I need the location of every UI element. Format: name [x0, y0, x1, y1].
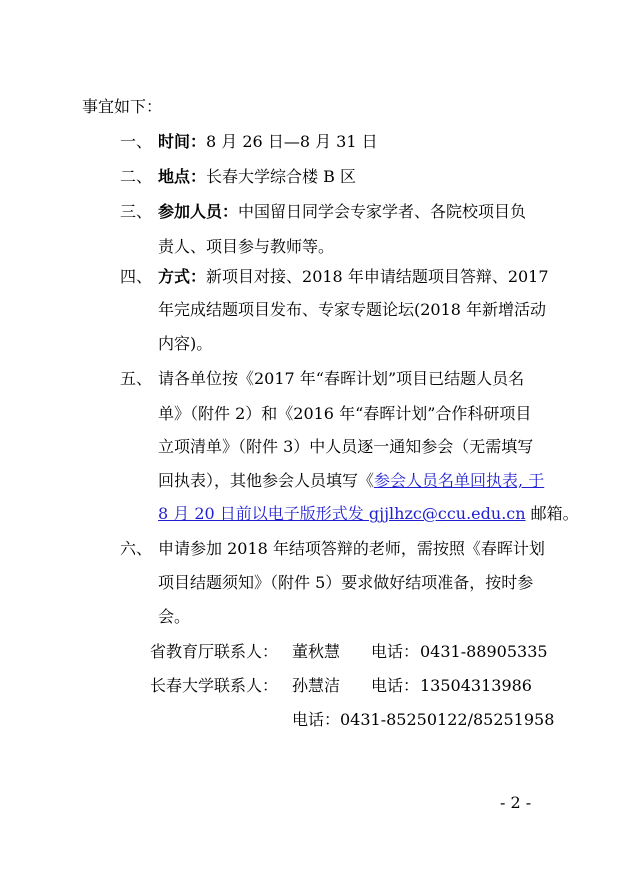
- extra-phone: 电话：0431-85250122/85251958: [292, 710, 555, 729]
- item-text: 回执表），其他参会人员填写《: [158, 471, 375, 490]
- item-text: 中国留日同学会专家学者、各院校项目负: [238, 202, 527, 221]
- item-text-continued: [158, 470, 544, 492]
- item-text-continued: 年完成结题项目发布、专家专题论坛(2018 年新增活动: [158, 300, 547, 319]
- item-number: 一、: [120, 132, 153, 151]
- item-text-continued: 单》（附件 2）和《2016 年“春晖计划”合作科研项目: [158, 404, 532, 423]
- intro-text: 事宜如下：: [82, 97, 163, 116]
- receipt-form-link[interactable]: 参会人员名单回执表, 于: [374, 471, 545, 490]
- contact-org: 省教育厅联系人：: [150, 642, 279, 661]
- email-link[interactable]: 8 月 20 日前以电子版形式发 gjjlhzc@ccu.edu.cn: [158, 504, 526, 523]
- contact-name: 孙慧洁: [292, 676, 341, 695]
- contact-phone-label: 电话：: [371, 642, 420, 661]
- item-text-continued: 项目结题须知》（附件 5）要求做好结项准备，按时参: [158, 573, 534, 592]
- item-text-continued: 会。: [158, 607, 191, 626]
- item-label: 参加人员：: [158, 202, 239, 221]
- item-text-continued: 责人、项目参与教师等。: [158, 237, 335, 256]
- item-number: 三、: [120, 202, 153, 221]
- item-label: 方式：: [158, 267, 207, 286]
- item-number: 五、: [120, 369, 153, 388]
- item-number: 四、: [120, 267, 153, 286]
- item-label: 地点：: [158, 167, 207, 186]
- item-text: 8 月 26 日—8 月 31 日: [206, 132, 378, 151]
- contact-phone: 0431-88905335: [420, 642, 548, 661]
- contact-phone-label: 电话：: [371, 676, 420, 695]
- item-text: 申请参加 2018 年结项答辩的老师，需按照《春晖计划: [158, 539, 545, 558]
- item-text-continued: 内容)。: [158, 334, 213, 353]
- item-text-continued: [158, 503, 579, 525]
- item-text: 新项目对接、2018 年申请结题项目答辩、2017: [206, 267, 549, 286]
- item-text-continued: 立项清单》（附件 3）中人员逐一通知参会（无需填写: [158, 437, 534, 456]
- item-body: [158, 166, 356, 188]
- item-number: 六、: [120, 539, 153, 558]
- item-body: [158, 201, 526, 223]
- page-number: - 2 -: [500, 793, 532, 812]
- item-number: 二、: [120, 167, 153, 186]
- item-text: 长春大学综合楼 B 区: [206, 167, 356, 186]
- item-label: 时间：: [158, 132, 207, 151]
- item-body: [158, 266, 549, 288]
- item-body: [158, 131, 378, 153]
- item-text: 请各单位按《2017 年“春晖计划”项目已结题人员名: [158, 369, 525, 388]
- contact-org: 长春大学联系人：: [150, 676, 279, 695]
- contact-phone: 13504313986: [420, 676, 532, 695]
- contact-name: 董秋慧: [292, 642, 341, 661]
- item-text: 邮箱。: [525, 504, 579, 523]
